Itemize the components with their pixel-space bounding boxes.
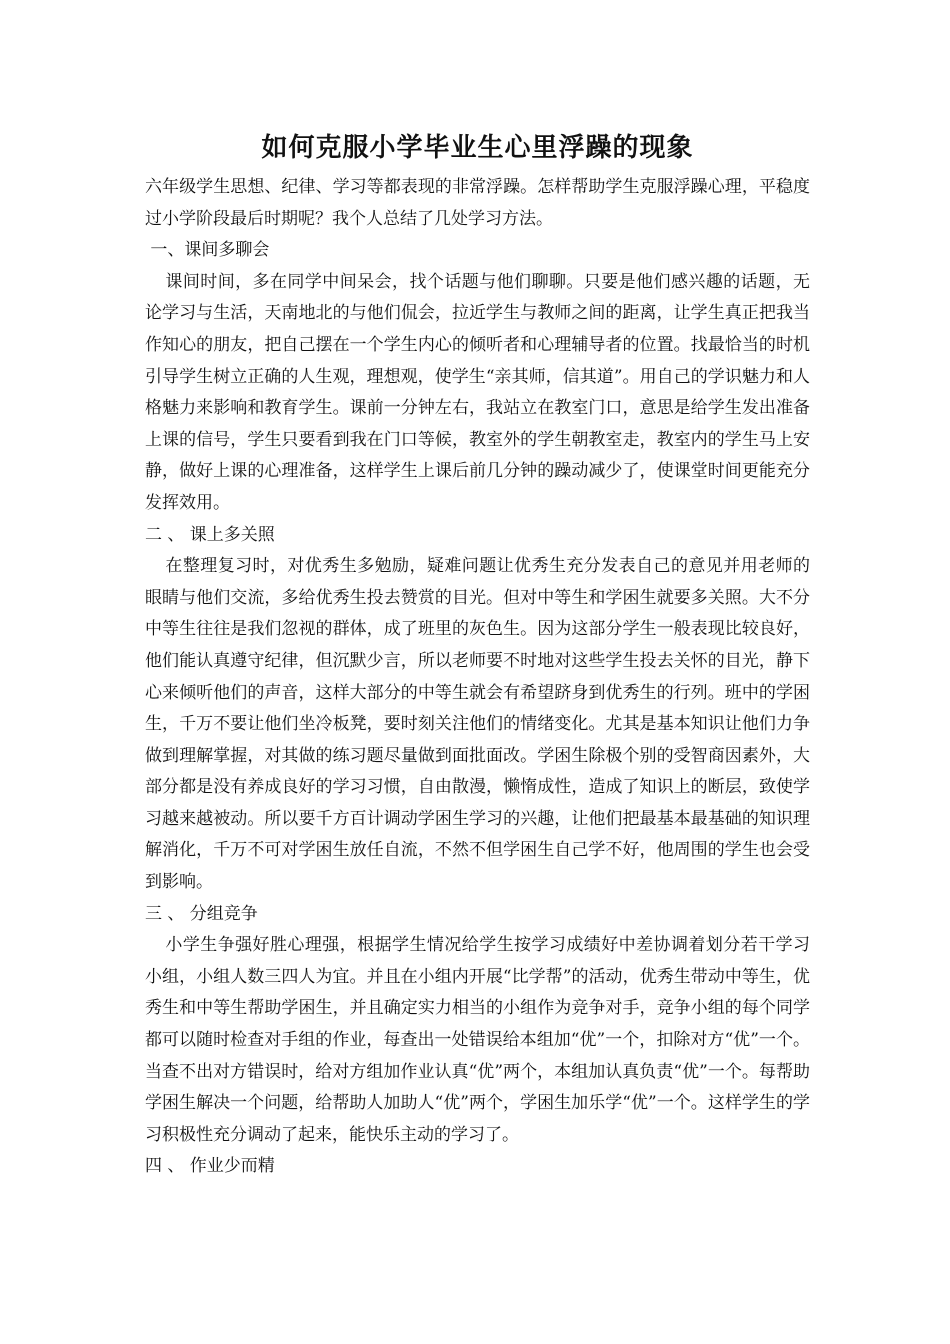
section-body-2: 在整理复习时，对优秀生多勉励，疑难问题让优秀生充分发表自己的意见并用老师的眼睛与他们交流，多给优秀生投去赞赏的目光。但对中等生和学困生就要多关照。大不分中等生往往是我们忽视的群体，成了班里的灰色生。因为这部分学生一般表现比较良好，他们能认真遵守纪律，但沉默少言，所以老师要不时地对这些学生投去关怀的目光，静下心来倾听他们的声音，这样大部分的中等生就会有希望跻身到优秀生的行列。班中的学困生，千万不要让他们坐冷板凳，要时刻关注他们的情绪变化。尤其是基本知识让他们力争做到理解掌握，对其做的练习题尽量做到面批面改。学困生除极个别的受智商因素外，大部分都是没有养成良好的学习习惯，自由散漫，懒惰成性，造成了知识上的断层，致使学习越来越被动。所以要千方百计调动学困生学习的兴趣，让他们把最基本最基础的知识理解消化，千万不可对学困生放任自流，不然不但学困生自己学不好，他周围的学生也会受到影响。 — [145, 556, 810, 893]
section-heading-2: 二 、 课上多关照 — [145, 524, 275, 545]
section-heading-1: 一、课间多聊会 — [145, 240, 270, 261]
document-page — [145, 128, 810, 1183]
document-title: 如何克服小学毕业生心里浮躁的现象 — [261, 133, 694, 163]
section-body-1: 课间时间，多在同学中间呆会，找个话题与他们聊聊。只要是他们感兴趣的话题，无论学习与生活，天南地北的与他们侃会，拉近学生与教师之间的距离，让学生真正把我当作知心的朋友，把自己摆在一个学生内心的倾听者和心理辅导者的位置。找最恰当的时机引导学生树立正确的人生观，理想观，使学生“亲其师，信其道”。用自己的学识魅力和人格魅力来影响和教育学生。课前一分钟左右，我站立在教室门口，意思是给学生发出准备上课的信号，学生只要看到我在门口等候，教室外的学生朝教室走，教室内的学生马上安静，做好上课的心理准备，这样学生上课后前几分钟的躁动减少了，使课堂时间更能充分发挥效用。 — [145, 271, 810, 513]
intro-paragraph: 六年级学生思想、纪律、学习等都表现的非常浮躁。怎样帮助学生克服浮躁心理，平稳度过小学阶段最后时期呢？我个人总结了几处学习方法。 — [145, 177, 810, 229]
section-body-3: 小学生争强好胜心理强，根据学生情况给学生按学习成绩好中差协调着划分若干学习小组，小组人数三四人为宜。并且在小组内开展“比学帮”的活动，优秀生带动中等生，优秀生和中等生帮助学困生，并且确定实力相当的小组作为竞争对手，竞争小组的每个同学都可以随时检查对手组的作业，每查出一处错误给本组加“优”一个，扣除对方“优”一个。当查不出对方错误时，给对方组加作业认真“优”两个，本组加认真负责“优”一个。每帮助学困生解决一个问题，给帮助人加助人“优”两个，学困生加乐学“优”一个。这样学生的学习积极性充分调动了起来，能快乐主动的学习了。 — [145, 935, 810, 1145]
section-heading-4: 四 、 作业少而精 — [145, 1156, 275, 1177]
section-heading-3: 三 、 分组竞争 — [145, 903, 258, 924]
